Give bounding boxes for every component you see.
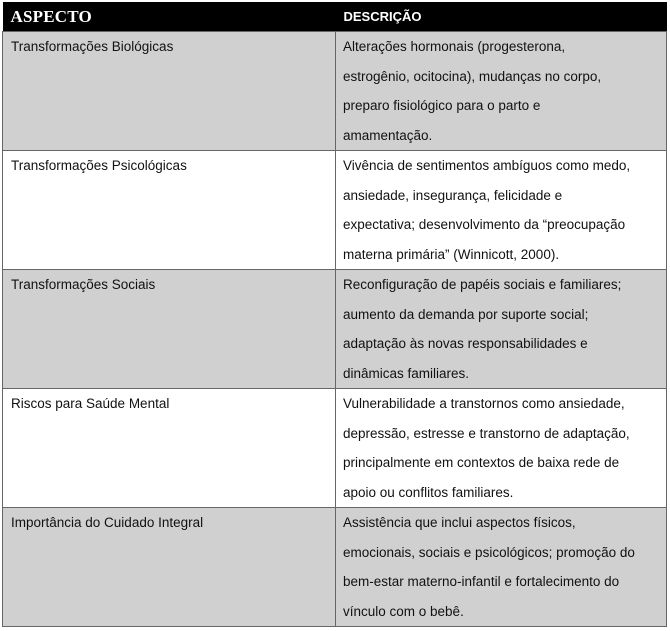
description-line: vínculo com o bebê. <box>343 603 464 619</box>
description-line: Vivência de sentimentos ambíguos como medo, <box>343 158 631 173</box>
description-cell <box>336 508 667 627</box>
description-line: dinâmicas familiares. <box>343 365 470 381</box>
aspect-cell: Transformações Biológicas <box>3 32 336 151</box>
description-line: estrogênio, ocitocina), mudanças no corpo, <box>343 68 602 84</box>
aspect-cell: Transformações Psicológicas <box>3 151 336 270</box>
table-row <box>3 151 667 270</box>
description-line: Reconfiguração de papéis sociais e familiares; <box>343 277 622 292</box>
description-cell <box>336 389 667 508</box>
description-cell <box>336 270 667 389</box>
description-line: bem-estar materno-infantil e fortalecimento do <box>343 574 620 589</box>
table-header-row <box>3 2 667 32</box>
table-row <box>3 32 667 151</box>
aspects-table <box>2 2 667 627</box>
description-line: Alterações hormonais (progesterona, <box>343 39 566 54</box>
description-line: principalmente em contextos de baixa rede de <box>343 455 620 470</box>
description-line: preparo fisiológico para o parto e <box>343 98 541 113</box>
description-line: Vulnerabilidade a transtornos como ansiedade, <box>343 396 625 411</box>
description-line: expectativa; desenvolvimento da “preocupação <box>343 217 626 232</box>
description-line: depressão, estresse e transtorno de adaptação, <box>343 425 630 441</box>
aspect-cell: Transformações Sociais <box>3 270 336 389</box>
table-row <box>3 270 667 389</box>
description-cell <box>336 151 667 270</box>
header-description: DESCRIÇÃO <box>336 2 667 32</box>
description-line: materna primária” (Winnicott, 2000). <box>343 246 560 262</box>
header-aspect: ASPECTO <box>3 2 336 32</box>
description-line: emocionais, sociais e psicológicos; promoção do <box>343 544 635 560</box>
table-row <box>3 389 667 508</box>
description-line: aumento da demanda por suporte social; <box>343 306 589 322</box>
description-line: apoio ou conflitos familiares. <box>343 484 514 500</box>
description-line: adaptação às novas responsabilidades e <box>343 336 588 351</box>
description-cell <box>336 32 667 151</box>
description-line: ansiedade, insegurança, felicidade e <box>343 187 563 203</box>
aspect-cell: Riscos para Saúde Mental <box>3 389 336 508</box>
description-line: Assistência que inclui aspectos físicos, <box>343 515 576 530</box>
aspect-cell: Importância do Cuidado Integral <box>3 508 336 627</box>
table-row <box>3 508 667 627</box>
description-line: amamentação. <box>343 127 433 143</box>
